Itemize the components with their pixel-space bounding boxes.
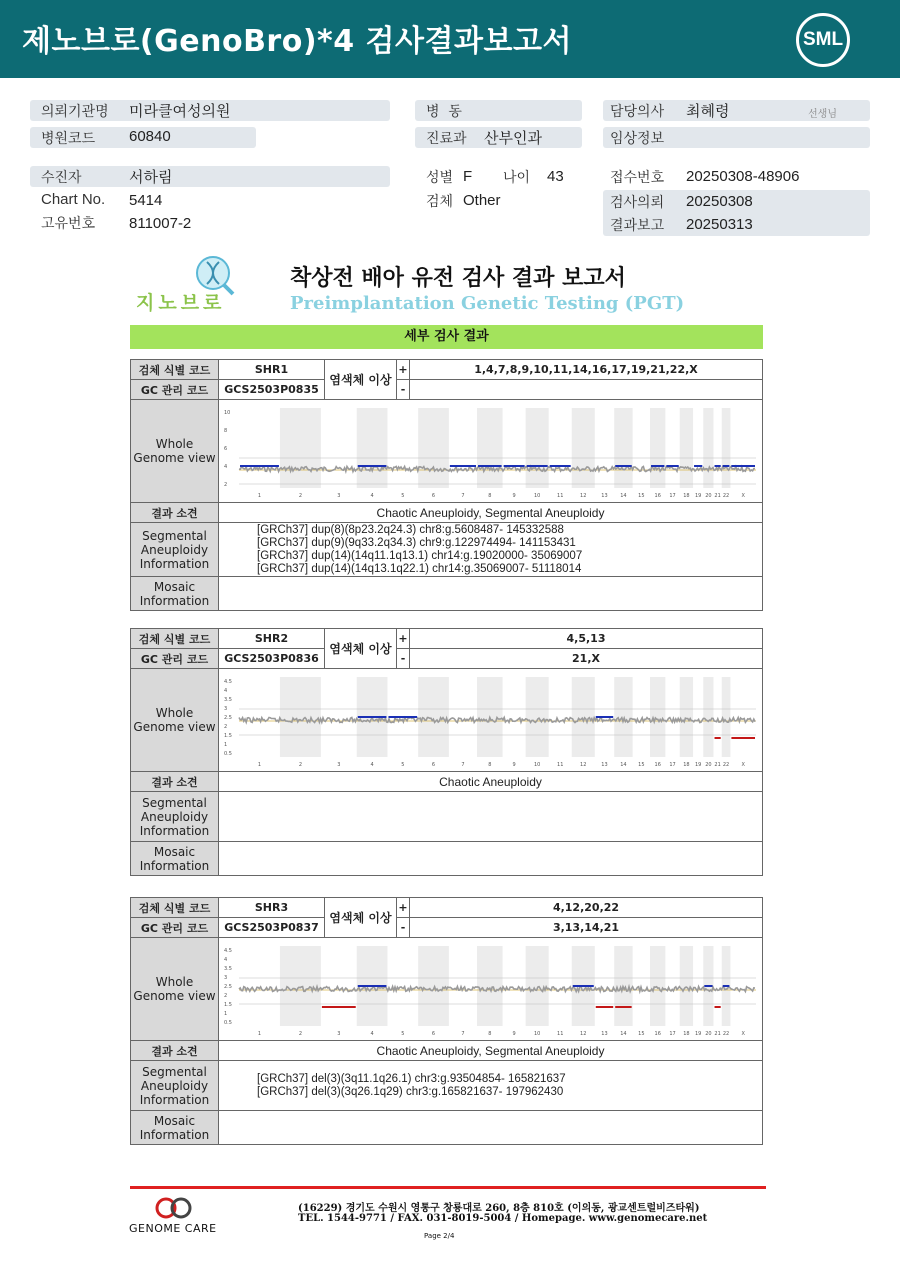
chromosome-tick-label: 4 (370, 762, 374, 768)
gc-code-label: GC 관리 코드 (131, 918, 219, 938)
chromosome-tick-label: X (741, 1031, 745, 1037)
dept-value: 산부인과 (484, 129, 542, 147)
y-tick-label: 10 (224, 410, 231, 416)
chromosome-tick-label: 21 (714, 1031, 721, 1037)
minus-chromosomes (410, 380, 763, 400)
chromosome-tick-label: X (741, 493, 745, 499)
segmental-label: Segmental Aneuploidy Information (131, 523, 219, 577)
chromosome-tick-label: 19 (694, 1031, 702, 1037)
chromosome-tick-label: 14 (620, 493, 627, 499)
y-tick-label: 3 (224, 975, 228, 981)
id-code-label: 검체 식별 코드 (131, 360, 219, 380)
mosaic-info (219, 577, 763, 611)
gc-code: GCS2503P0835 (219, 380, 325, 400)
specimen-value: Other (463, 192, 501, 209)
chromosome-tick-label: 4 (370, 493, 374, 499)
chromosome-tick-label: 6 (431, 493, 436, 499)
chromosome-tick-label: 15 (638, 762, 645, 768)
chromosome-tick-label: 3 (337, 762, 341, 768)
sample-table-3 (130, 897, 763, 1145)
minus-sign: - (397, 380, 410, 400)
y-tick-label: 3.5 (224, 697, 232, 703)
chromosome-band (703, 677, 713, 757)
chromosome-band (526, 408, 549, 488)
chromosome-tick-label: 1 (257, 493, 262, 499)
segmental-line: [GRCh37] del(3)(3q11.1q26.1) chr3:g.93504854- 165821637 (257, 1072, 566, 1085)
chromosome-tick-label: 20 (705, 493, 712, 499)
y-tick-label: 3.5 (224, 966, 232, 972)
chrom-abnormality-label: 염색체 이상 (325, 898, 397, 938)
segmental-label: Segmental Aneuploidy Information (131, 792, 219, 842)
footer-contact: TEL. 1544-9771 / FAX. 031-8019-5004 / Homepage. www.genomecare.net (298, 1213, 708, 1224)
chromosome-tick-label: 5 (401, 1031, 405, 1037)
y-tick-label: 4.5 (224, 948, 232, 954)
chromosome-tick-label: 6 (431, 762, 436, 768)
chromosome-band (650, 677, 665, 757)
mosaic-info (219, 842, 763, 876)
segmental-info (219, 792, 763, 842)
genome-plot (221, 671, 760, 769)
y-tick-label: 0.5 (224, 751, 232, 757)
chromosome-band (280, 677, 321, 757)
genome-care-logo-icon (130, 1196, 220, 1222)
chromosome-tick-label: 1 (257, 1031, 262, 1037)
chromosome-tick-label: 18 (683, 762, 690, 768)
age-value: 43 (547, 168, 564, 185)
chromosome-tick-label: 16 (654, 1031, 661, 1037)
doctor-label: 담당의사 (610, 104, 665, 120)
chromosome-tick-label: 9 (512, 493, 516, 499)
sex-label: 성별 (426, 170, 454, 186)
unique-value: 811007-2 (129, 215, 192, 232)
chromosome-band (357, 408, 388, 488)
chromosome-band (418, 946, 449, 1026)
mosaic-label: Mosaic Information (131, 1111, 219, 1145)
unique-label: 고유번호 (41, 216, 96, 232)
chromosome-tick-label: 3 (337, 1031, 341, 1037)
chromosome-band (680, 408, 693, 488)
doctor-value: 최혜령 (686, 102, 730, 120)
segmental-info (219, 523, 763, 577)
hospital-code-label: 병원코드 (41, 131, 96, 147)
y-tick-label: 4.5 (224, 679, 232, 685)
doctor-suffix: 선생님 (808, 109, 837, 120)
genome-plot-cell (219, 669, 763, 772)
chromosome-tick-label: 2 (298, 493, 303, 499)
y-tick-label: 3 (224, 706, 228, 712)
chromosome-tick-label: 20 (705, 1031, 712, 1037)
segmental-line: [GRCh37] dup(8)(8p23.2q24.3) chr8:g.5608487- 145332588 (257, 523, 564, 536)
chromosome-tick-label: 13 (601, 493, 608, 499)
chromosome-tick-label: 19 (694, 493, 702, 499)
chromosome-tick-label: 1 (257, 762, 262, 768)
y-tick-label: 8 (224, 428, 228, 434)
mosaic-label: Mosaic Information (131, 577, 219, 611)
plus-sign: + (397, 360, 410, 380)
chromosome-tick-label: 8 (488, 762, 492, 768)
age-label: 나이 (503, 170, 531, 186)
chromosome-band (418, 408, 449, 488)
page-title: 제노브로(GenoBro)*4 검사결과보고서 (22, 24, 572, 59)
chromosome-tick-label: 8 (488, 1031, 492, 1037)
institution-value: 미라클여성의원 (129, 102, 231, 120)
sml-logo (796, 13, 850, 67)
ward-label: 병 동 (426, 104, 462, 120)
y-tick-label: 1.5 (224, 1002, 232, 1008)
chromosome-tick-label: 14 (620, 762, 627, 768)
chromosome-tick-label: 21 (714, 493, 721, 499)
report-title: 착상전 배아 유전 검사 결과 보고서 (290, 266, 626, 291)
wgv-label: Whole Genome view (131, 400, 219, 503)
chromosome-tick-label: 7 (461, 762, 465, 768)
y-tick-label: 1 (224, 742, 228, 748)
chromosome-tick-label: 11 (557, 1031, 564, 1037)
genome-plot (221, 402, 760, 500)
chromosome-tick-label: 2 (298, 1031, 303, 1037)
dept-label: 진료과 (426, 131, 467, 147)
wgv-label: Whole Genome view (131, 669, 219, 772)
chromosome-tick-label: 15 (638, 1031, 645, 1037)
chromosome-tick-label: 10 (533, 1031, 541, 1037)
chromosome-band (526, 946, 549, 1026)
y-tick-label: 4 (224, 957, 228, 963)
footer-divider (130, 1186, 766, 1189)
chromosome-tick-label: 10 (533, 762, 541, 768)
chromosome-tick-label: 16 (654, 493, 661, 499)
chromosome-tick-label: 12 (580, 493, 587, 499)
sml-logo-text: SML (802, 29, 844, 50)
y-tick-label: 2 (224, 724, 228, 730)
chromosome-tick-label: 16 (654, 762, 661, 768)
chromosome-tick-label: 3 (337, 493, 341, 499)
gc-code-label: GC 관리 코드 (131, 649, 219, 669)
chromosome-tick-label: 2 (298, 762, 303, 768)
finding-value: Chaotic Aneuploidy, Segmental Aneuploidy (219, 503, 763, 523)
y-tick-label: 2.5 (224, 715, 232, 721)
specimen-label: 검체 (426, 194, 454, 210)
hospital-code-value: 60840 (129, 128, 171, 145)
request-value: 20250308 (686, 193, 753, 210)
chromosome-band (680, 946, 693, 1026)
chromosome-tick-label: 13 (601, 762, 608, 768)
chromosome-tick-label: 8 (488, 493, 492, 499)
y-tick-label: 4 (224, 464, 228, 470)
finding-label: 결과 소견 (131, 1041, 219, 1061)
chromosome-band (477, 946, 503, 1026)
segmental-line: [GRCh37] dup(14)(14q11.1q13.1) chr14:g.19020000- 35069007 (257, 549, 583, 562)
info-row-shade (30, 166, 390, 187)
genome-plot (221, 940, 760, 1038)
wgv-label: Whole Genome view (131, 938, 219, 1041)
mosaic-label: Mosaic Information (131, 842, 219, 876)
chromosome-tick-label: 12 (580, 1031, 587, 1037)
chromosome-band (680, 677, 693, 757)
y-tick-label: 1.5 (224, 733, 232, 739)
id-code-label: 검체 식별 코드 (131, 629, 219, 649)
finding-label: 결과 소견 (131, 503, 219, 523)
chromosome-tick-label: 18 (683, 1031, 690, 1037)
y-tick-label: 0.5 (224, 1020, 232, 1026)
plus-sign: + (397, 898, 410, 918)
plus-chromosomes: 4,12,20,22 (410, 898, 763, 918)
chromosome-tick-label: 7 (461, 1031, 465, 1037)
chart-label: Chart No. (41, 191, 106, 208)
request-label: 검사의뢰 (610, 195, 665, 211)
page-number: Page 2/4 (424, 1232, 455, 1240)
plus-chromosomes: 4,5,13 (410, 629, 763, 649)
chrom-abnormality-label: 염색체 이상 (325, 360, 397, 400)
sample-id: SHR1 (219, 360, 325, 380)
minus-chromosomes: 3,13,14,21 (410, 918, 763, 938)
report-label: 결과보고 (610, 218, 665, 234)
chromosome-tick-label: 19 (694, 762, 702, 768)
chart-value: 5414 (129, 192, 163, 209)
chromosome-tick-label: 11 (557, 762, 564, 768)
chromosome-tick-label: 6 (431, 1031, 436, 1037)
header-bar (0, 0, 900, 78)
finding-value: Chaotic Aneuploidy (219, 772, 763, 792)
chromosome-tick-label: 17 (669, 1031, 676, 1037)
chromosome-band (703, 408, 713, 488)
chromosome-tick-label: 22 (722, 1031, 730, 1037)
chrom-abnormality-label: 염색체 이상 (325, 629, 397, 669)
minus-sign: - (397, 918, 410, 938)
chromosome-band (722, 408, 731, 488)
y-tick-label: 6 (224, 446, 228, 452)
chromosome-tick-label: 13 (601, 1031, 608, 1037)
chromosome-tick-label: 9 (512, 1031, 516, 1037)
chromosome-tick-label: 7 (461, 493, 465, 499)
segmental-info (219, 1061, 763, 1111)
receipt-label: 접수번호 (610, 170, 665, 186)
sample-table-1 (130, 359, 763, 611)
finding-value: Chaotic Aneuploidy, Segmental Aneuploidy (219, 1041, 763, 1061)
chromosome-tick-label: 11 (557, 493, 564, 499)
segmental-label: Segmental Aneuploidy Information (131, 1061, 219, 1111)
sample-id: SHR3 (219, 898, 325, 918)
plus-sign: + (397, 629, 410, 649)
id-code-label: 검체 식별 코드 (131, 898, 219, 918)
finding-label: 결과 소견 (131, 772, 219, 792)
report-subtitle: Preimplantation Genetic Testing (PGT) (290, 293, 685, 314)
footer-address: (16229) 경기도 수원시 영통구 창룡대로 260, 8층 810호 (이의동, 광교센트럴비즈타워) (298, 1203, 700, 1214)
genobro-logo (133, 252, 245, 314)
genome-care-name: GENOME CARE (129, 1222, 217, 1235)
chromosome-tick-label: 4 (370, 1031, 374, 1037)
chromosome-tick-label: 17 (669, 493, 676, 499)
patient-value: 서하림 (129, 168, 173, 186)
chromosome-tick-label: 15 (638, 493, 645, 499)
chromosome-tick-label: 22 (722, 762, 730, 768)
chromosome-band (614, 408, 632, 488)
sex-value: F (463, 168, 473, 185)
gc-code: GCS2503P0837 (219, 918, 325, 938)
genome-plot-cell (219, 400, 763, 503)
y-tick-label: 1 (224, 1011, 228, 1017)
chromosome-tick-label: 9 (512, 762, 516, 768)
y-tick-label: 4 (224, 688, 228, 694)
chromosome-band (572, 408, 595, 488)
plus-chromosomes: 1,4,7,8,9,10,11,14,16,17,19,21,22,X (410, 360, 763, 380)
gc-code-label: GC 관리 코드 (131, 380, 219, 400)
chromosome-tick-label: 18 (683, 493, 690, 499)
chromosome-band (650, 946, 665, 1026)
y-tick-label: 2 (224, 482, 228, 488)
mosaic-info (219, 1111, 763, 1145)
chromosome-tick-label: X (741, 762, 745, 768)
chromosome-band (280, 946, 321, 1026)
minus-sign: - (397, 649, 410, 669)
chromosome-tick-label: 17 (669, 762, 676, 768)
chromosome-band (526, 677, 549, 757)
chromosome-tick-label: 5 (401, 762, 405, 768)
chromosome-band (477, 408, 503, 488)
section-title: 세부 검사 결과 (130, 325, 763, 349)
sample-table-2 (130, 628, 763, 876)
y-tick-label: 2.5 (224, 984, 232, 990)
segmental-line: [GRCh37] dup(14)(14q13.1q22.1) chr14:g.35069007- 51118014 (257, 562, 582, 575)
chromosome-tick-label: 20 (705, 762, 712, 768)
institution-label: 의뢰기관명 (41, 104, 109, 120)
report-value: 20250313 (686, 216, 753, 233)
clinical-label: 임상정보 (610, 131, 665, 147)
segmental-line: [GRCh37] del(3)(3q26.1q29) chr3:g.165821637- 197962430 (257, 1085, 564, 1098)
segmental-line: [GRCh37] dup(9)(9q33.2q34.3) chr9:g.122974494- 141153431 (257, 536, 576, 549)
patient-label: 수진자 (41, 170, 82, 186)
chromosome-tick-label: 12 (580, 762, 587, 768)
chromosome-band (280, 408, 321, 488)
receipt-value: 20250308-48906 (686, 168, 800, 185)
minus-chromosomes: 21,X (410, 649, 763, 669)
genome-plot-cell (219, 938, 763, 1041)
chromosome-tick-label: 5 (401, 493, 405, 499)
chromosome-band (572, 677, 595, 757)
chromosome-tick-label: 21 (714, 762, 721, 768)
chromosome-tick-label: 10 (533, 493, 541, 499)
gc-code: GCS2503P0836 (219, 649, 325, 669)
y-tick-label: 2 (224, 993, 228, 999)
genobro-logo-text: 지노브로 (136, 292, 226, 314)
chromosome-tick-label: 14 (620, 1031, 627, 1037)
chromosome-band (650, 408, 665, 488)
chromosome-tick-label: 22 (722, 493, 730, 499)
sample-id: SHR2 (219, 629, 325, 649)
chromosome-band (614, 677, 632, 757)
